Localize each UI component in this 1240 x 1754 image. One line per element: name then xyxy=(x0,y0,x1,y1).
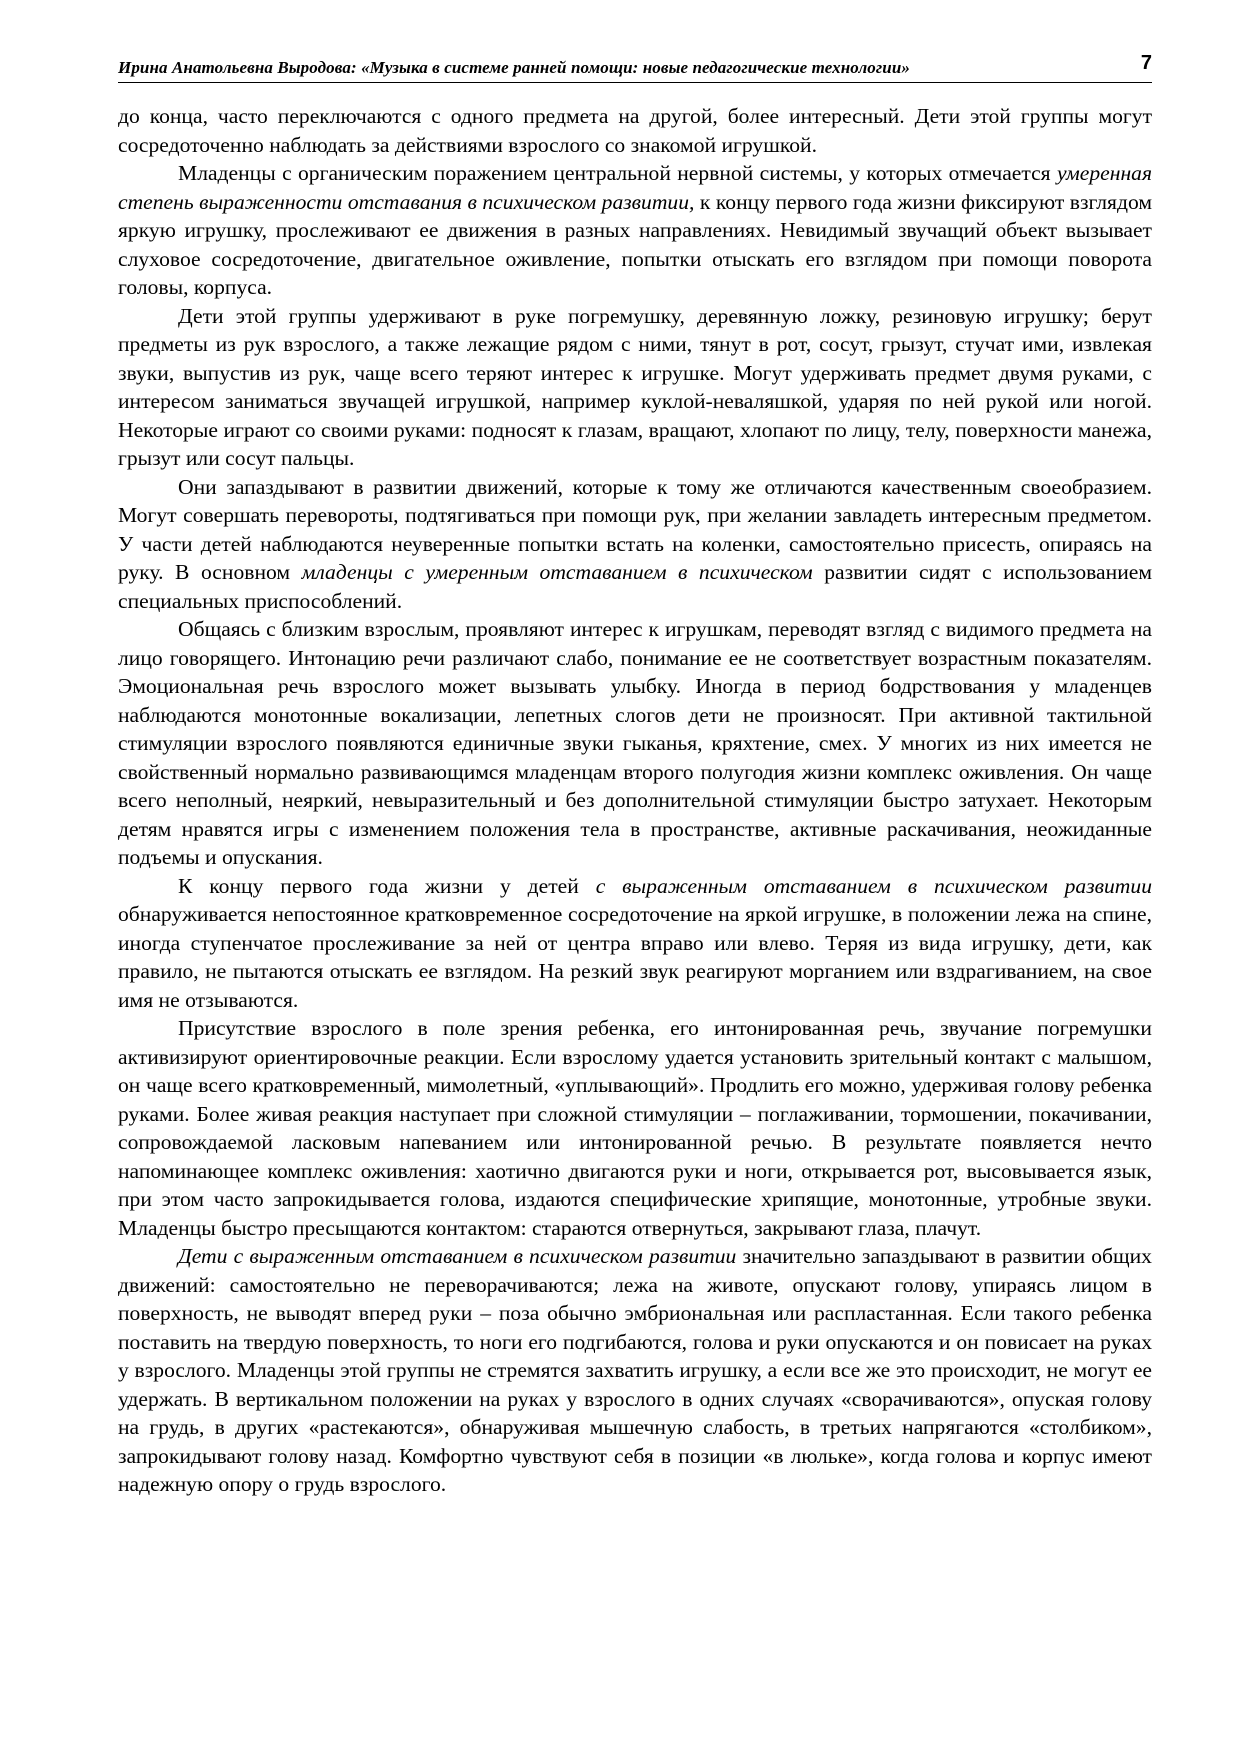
text-run: значительно запаздывают в развитии общих движений: самостоятельно не переворачиваются; лежа на животе, опускают голову, упираясь лицом в поверхность, не выводят вперед руки – поза обычно эмбриональная или распластанная. Если такого ребенка поставить на твердую поверхность, то ноги его подгибаются, голова и руки опускаются и он повисает на руках у взрослого. Младенцы этой группы не стремятся захватить игрушку, а если все же это происходит, не могут ее удержать. В вертикальном положении на руках у взрослого в одних случаях «сворачиваются», опуская голову на грудь, в других «растекаются», обнаруживая мышечную слабость, в третьих напрягаются «столбиком», запрокидывают голову назад. Комфортно чувствуют себя в позиции «в люльке», когда голова и корпус имеют надежную опору о грудь взрослого. xyxy=(118,1244,1152,1496)
text-run: Они запаздывают в развитии движений, которые к тому же отличаются качественным своеобразием. Могут совершать перевороты, подтягиваться при помощи рук, при желании завладеть интересным предметом. У части детей наблюдаются неуверенные попытки встать на коленки, самостоятельно присесть, опираясь на руку. В основном xyxy=(118,474,1152,584)
italic-emphasis: умеренная степень выраженности отставания в психическом развитии, xyxy=(118,161,1152,214)
paragraph xyxy=(118,102,1152,159)
text-run: обнаруживается непостоянное кратковременное сосредоточение на яркой игрушке, в положении лежа на спине, иногда ступенчатое прослеживание за ней от центра вправо или влево. Теряя из вида игрушку, дети, как правило, не пытаются отыскать ее взглядом. На резкий звук реагируют морганием или вздрагиванием, на свое имя не отзываются. xyxy=(118,902,1152,1012)
italic-emphasis: младенцы с умеренным отставанием в психическом xyxy=(301,560,813,584)
text-run: развитии сидят с использованием специальных приспособлений. xyxy=(118,560,1152,613)
text-run: Общаясь с близким взрослым, проявляют интерес к игрушкам, переводят взгляд с видимого предмета на лицо говорящего. Интонацию речи различают слабо, понимание ее не соответствует возрастным показателям. Эмоциональная речь взрослого может вызывать улыбку. Иногда в период бодрствования у младенцев наблюдаются монотонные вокализации, лепетных слогов дети не произносят. При активной тактильной стимуляции взрослого появляются единичные звуки гыканья, кряхтение, смех. У многих из них имеется не свойственный нормально развивающимся младенцам второго полугодия жизни комплекс оживления. Он чаще всего неполный, неяркий, невыразительный и без дополнительной стимуляции быстро затухает. Некоторым детям нравятся игры с изменением положения тела в пространстве, активные раскачивания, неожиданные подъемы и опускания. xyxy=(118,617,1152,869)
text-run: до конца, часто переключаются с одного предмета на другой, более интересный. Дети этой группы могут сосредоточенно наблюдать за действиями взрослого со знакомой игрушкой. xyxy=(118,104,1152,157)
text-run: Дети этой группы удерживают в руке погремушку, деревянную ложку, резиновую игрушку; берут предметы из рук взрослого, а также лежащие рядом с ними, тянут в рот, сосут, грызут, стучат ими, извлекая звуки, выпустив из рук, чаще всего теряют интерес к игрушке. Могут удерживать предмет двумя руками, с интересом заниматься звучащей игрушкой, например куклой-неваляшкой, ударяя по ней рукой или ногой. Некоторые играют со своими руками: подносят к глазам, вращают, хлопают по лицу, телу, поверхности манежа, грызут или сосут пальцы. xyxy=(118,303,1152,470)
paragraph xyxy=(118,159,1152,302)
italic-emphasis: с выраженным отставанием в психическом развитии xyxy=(595,873,1152,898)
running-header xyxy=(118,52,1152,83)
text-run: Присутствие взрослого в поле зрения ребенка, его интонированная речь, звучание погремушки активизируют ориентировочные реакции. Если взрослому удается установить зрительный контакт с малышом, он чаще всего кратковременный, мимолетный, «уплывающий». Продлить его можно, удерживая голову ребенка руками. Более живая реакция наступает при сложной стимуляции – поглаживании, тормошении, покачивании, сопровождаемой ласковым напеванием или интонированной речью. В результате появляется нечто напоминающее комплекс оживления: хаотично двигаются руки и ноги, открывается рот, высовывается язык, при этом часто запрокидывается голова, издаются специфические хрипящие, монотонные, утробные звуки. Младенцы быстро пресыщаются контактом: стараются отвернуться, закрывают глаза, плачут. xyxy=(118,1016,1152,1240)
body-text xyxy=(118,102,1152,1499)
italic-emphasis: Дети с выраженным отставанием в психическом развитии xyxy=(178,1244,737,1268)
paragraph xyxy=(118,473,1152,616)
paragraph xyxy=(118,872,1152,1015)
paragraph xyxy=(118,1014,1152,1242)
paragraph xyxy=(118,302,1152,473)
text-run: К концу первого года жизни у детей xyxy=(178,873,596,898)
header-title: Ирина Анатольевна Выродова: «Музыка в системе ранней помощи: новые педагогические технологии» xyxy=(118,58,910,77)
text-run: к концу первого года жизни фиксируют взглядом яркую игрушку, прослеживают ее движения в разных направлениях. Невидимый звучащий объект вызывает слуховое сосредоточение, двигательное оживление, попытки отыскать его взглядом при помощи поворота головы, корпуса. xyxy=(118,189,1152,299)
text-run: Младенцы с органическим поражением центральной нервной системы, у которых отмечается xyxy=(178,161,1057,185)
paragraph xyxy=(118,615,1152,872)
page-number: 7 xyxy=(1140,52,1152,74)
paragraph xyxy=(118,1242,1152,1499)
